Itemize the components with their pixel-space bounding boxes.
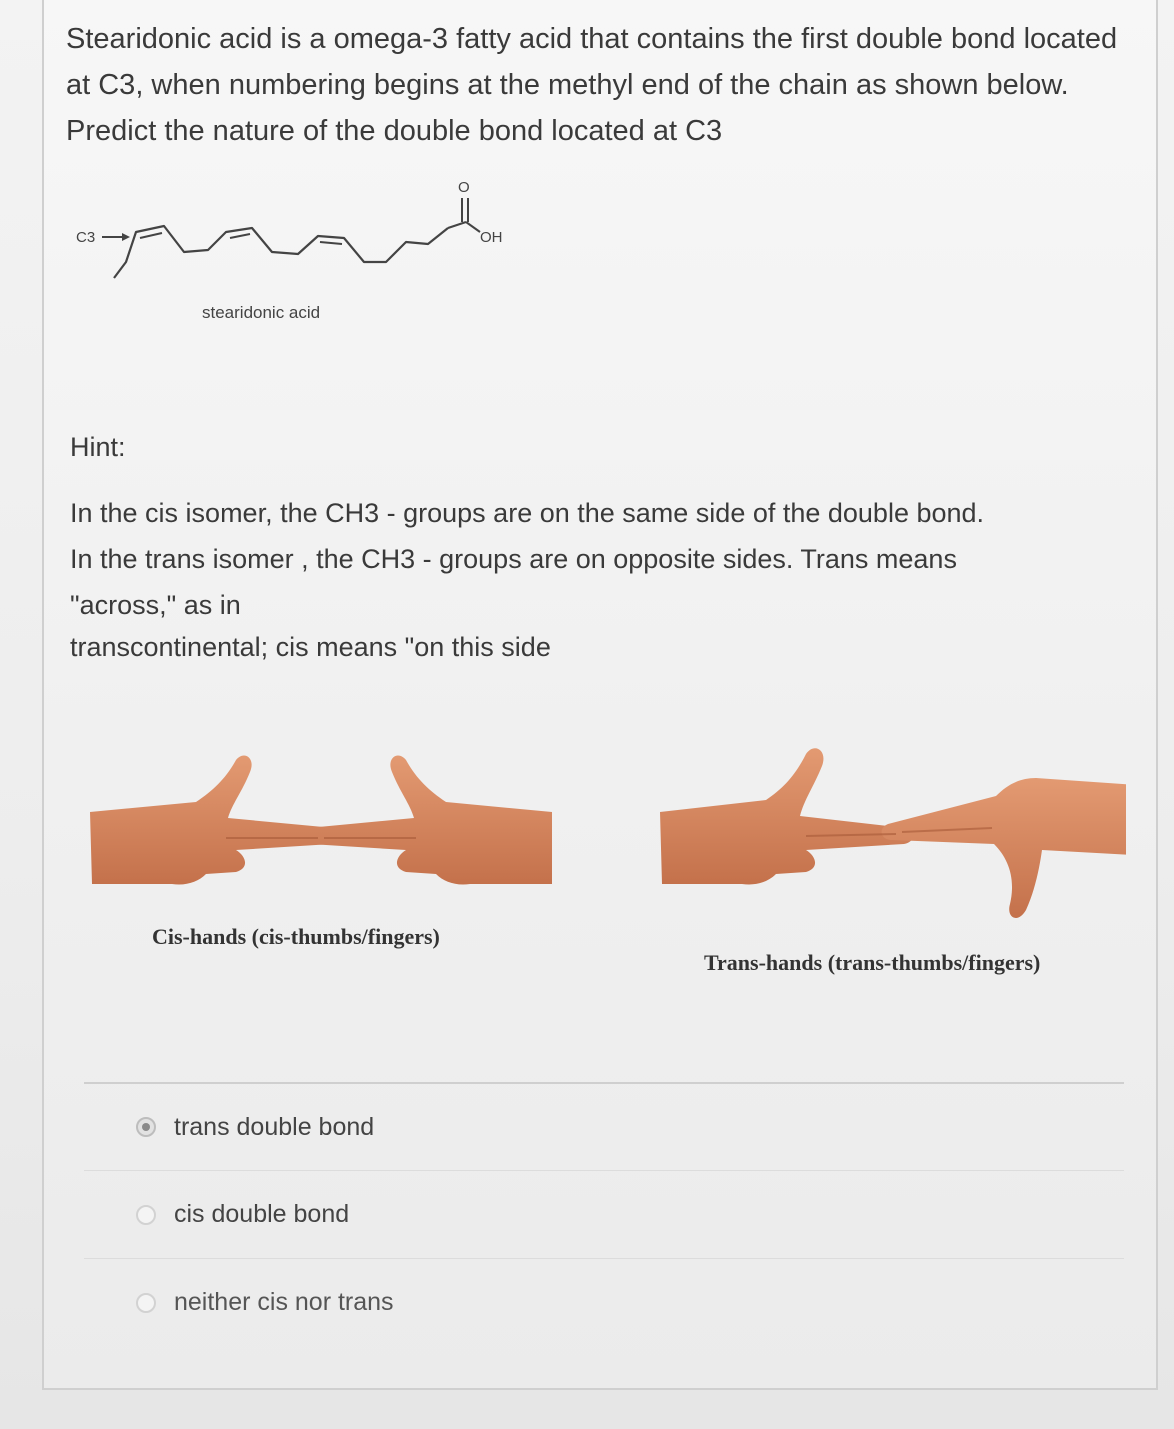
trans-hands-image: [656, 738, 1126, 938]
cis-hands-image: [86, 738, 556, 938]
hint-line-3: "across," as in: [70, 590, 241, 620]
hydroxyl-bond: [466, 222, 480, 232]
c3-arrowhead: [122, 233, 130, 241]
option-label: neither cis nor trans: [174, 1288, 394, 1316]
cis-right-hand: [301, 756, 552, 885]
carbon-chain: [114, 226, 448, 278]
option-label: cis double bond: [174, 1200, 350, 1228]
radio-cis[interactable]: [136, 1205, 156, 1225]
cis-left-hand: [90, 756, 341, 885]
radio-trans[interactable]: [136, 1117, 156, 1137]
hint-line-1: In the cis isomer, the CH3 - groups are on the same side of the double bond.: [70, 498, 985, 528]
radio-neither[interactable]: [136, 1293, 156, 1313]
hint-line-2: In the trans isomer , the CH3 - groups are on opposite sides. Trans means: [70, 544, 957, 574]
c3-label: C3: [76, 229, 96, 246]
carbonyl-carbon: [448, 222, 466, 228]
trans-hands-caption: Trans-hands (trans-thumbs/fingers): [704, 950, 1041, 975]
double-bond-3: [320, 242, 342, 244]
oxygen-label: O: [458, 179, 470, 196]
option-cis[interactable]: [84, 1170, 1124, 1258]
option-trans[interactable]: [84, 1082, 1124, 1170]
double-bond-1: [140, 233, 162, 238]
trans-right-hand: [882, 778, 1126, 918]
question-text: Stearidonic acid is a omega-3 fatty acid that contains the first double bond located at C3, when numbering begins at the methyl end of the chain as shown below. Predict the nature of the double bond located at C3: [66, 23, 1118, 147]
molecule-name: stearidonic acid: [202, 303, 321, 322]
hint-line-4: transcontinental; cis means "on this side: [70, 632, 551, 662]
hint-body: [70, 490, 1140, 670]
hint-title: Hint:: [70, 432, 126, 462]
oh-label: OH: [480, 229, 503, 246]
option-neither[interactable]: [84, 1258, 1124, 1346]
answer-options: [84, 1082, 1124, 1346]
stearidonic-acid-structure: [66, 170, 526, 340]
double-bond-2: [230, 234, 250, 238]
question-card: [42, 0, 1158, 1390]
cis-hands-caption: Cis-hands (cis-thumbs/fingers): [152, 924, 440, 949]
option-label: trans double bond: [174, 1112, 375, 1141]
trans-left-hand: [660, 748, 913, 884]
